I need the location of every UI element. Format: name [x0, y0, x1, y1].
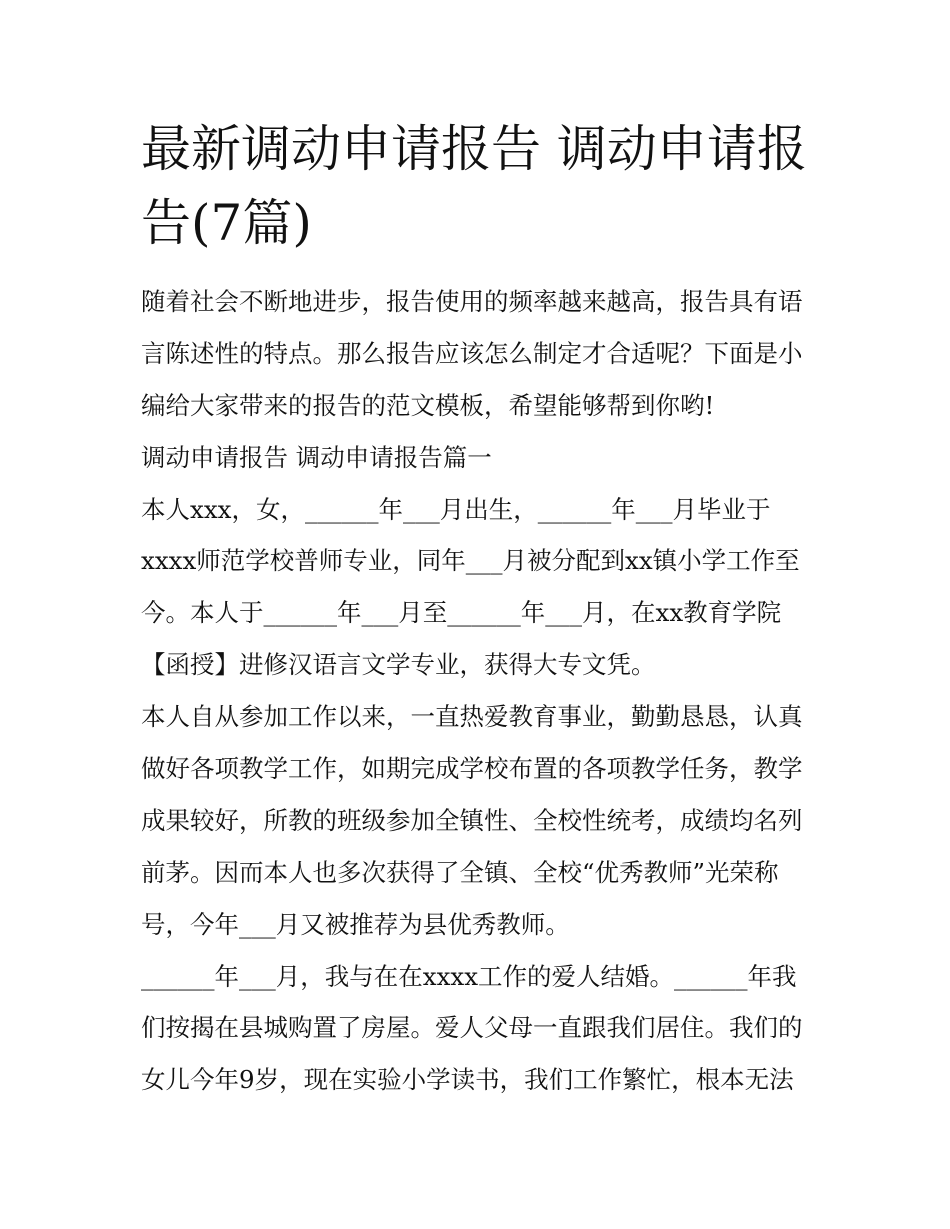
body-line-5: 本人xxx，女，______年___月出生，______年___月毕业于 [141, 494, 771, 524]
body-line-16: 女儿今年9岁，现在实验小学读书，我们工作繁忙，根本无法 [141, 1065, 794, 1095]
body-line-13: 号，今年___月又被推荐为县优秀教师。 [141, 909, 570, 939]
body-line-12: 前茅。因而本人也多次获得了全镇、全校“优秀教师”光荣称 [141, 857, 779, 887]
document-body [141, 276, 813, 1106]
body-line-1: 随着社会不断地进步，报告使用的频率越来越高，报告具有语 [141, 287, 803, 316]
body-line-9: 本人自从参加工作以来，一直热爱教育事业，勤勤恳恳，认真 [141, 702, 803, 732]
body-line-11: 成果较好，所教的班级参加全镇性、全校性统考，成绩均名列 [141, 805, 803, 835]
body-line-7: 今。本人于______年___月至______年___月，在xx教育学院 [141, 598, 782, 628]
body-line-8: 【函授】进修汉语言文学专业，获得大专文凭。 [141, 650, 656, 680]
title-line-2: 告(7篇) [141, 194, 312, 252]
title-line-1: 最新调动申请报告 调动申请报 [141, 120, 807, 178]
body-line-10: 做好各项教学工作，如期完成学校布置的各项教学任务，教学 [141, 754, 803, 784]
body-line-14: ______年___月，我与在在xxxx工作的爱人结婚。______年我 [141, 961, 797, 991]
body-line-15: 们按揭在县城购置了房屋。爱人父母一直跟我们居住。我们的 [141, 1013, 803, 1043]
document-title [141, 112, 821, 260]
body-line-3: 编给大家带来的报告的范文模板，希望能够帮到你哟! [141, 390, 715, 420]
body-line-2: 言陈述性的特点。那么报告应该怎么制定才合适呢？下面是小 [141, 338, 803, 368]
body-line-6: xxxx师范学校普师专业，同年___月被分配到xx镇小学工作至 [141, 546, 800, 576]
section-heading: 调动申请报告 调动申请报告篇一 [141, 442, 492, 472]
